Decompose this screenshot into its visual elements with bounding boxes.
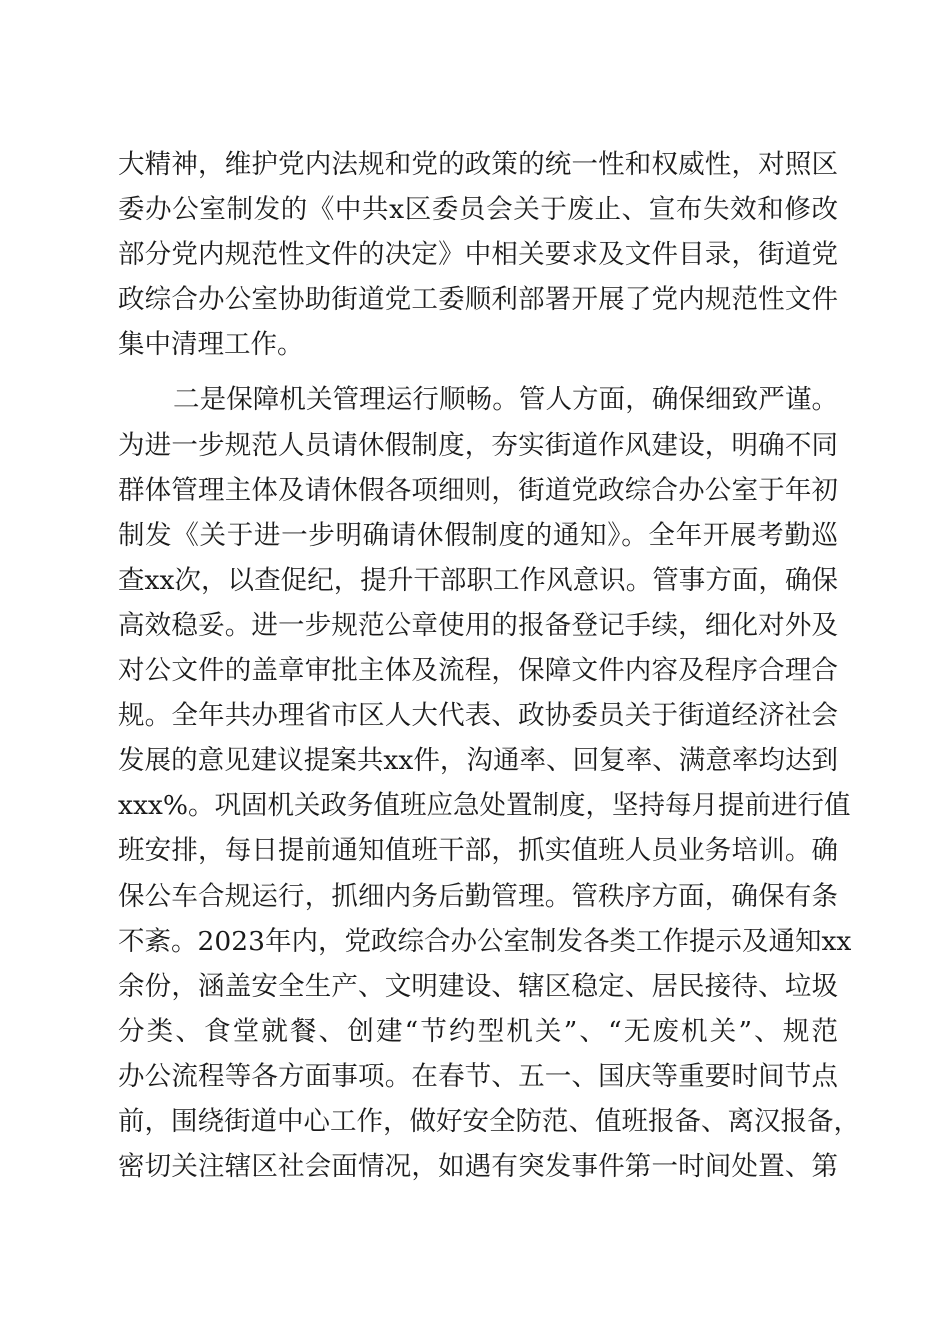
text-line: 集中清理工作。 xyxy=(118,329,304,361)
paragraph-gap xyxy=(118,367,838,377)
document-body xyxy=(118,142,860,1189)
text-line: 二是保障机关管理运行顺畅。管人方面，确保细致严谨。 xyxy=(173,384,838,416)
text-line: 办公流程等各方面事项。在春节、五一、国庆等重要时间节点 xyxy=(118,1060,838,1092)
text-line: xxx%。巩固机关政务值班应急处置制度，坚持每月提前进行值 xyxy=(118,790,851,822)
text-line: 发展的意见建议提案共xx件，沟通率、回复率、满意率均达到 xyxy=(118,745,838,777)
text-line: 密切关注辖区社会面情况，如遇有突发事件第一时间处置、第 xyxy=(118,1151,838,1183)
text-line: 班安排，每日提前通知值班干部，抓实值班人员业务培训。确 xyxy=(118,835,838,867)
text-line: 大精神，维护党内法规和党的政策的统一性和权威性，对照区 xyxy=(118,149,838,180)
text-line: 委办公室制发的《中共x区委员会关于废止、宣布失效和修改 xyxy=(118,194,838,226)
text-line: 前，围绕街道中心工作，做好安全防范、值班报备、离汉报备， xyxy=(118,1105,860,1137)
text-line: 部分党内规范性文件的决定》中相关要求及文件目录，街道党 xyxy=(118,239,838,271)
text-line: 查xx次，以查促纪，提升干部职工作风意识。管事方面，确保 xyxy=(118,564,838,596)
text-line: 制发《关于进一步明确请休假制度的通知》。全年开展考勤巡 xyxy=(118,519,838,551)
text-line: 规。全年共办理省市区人大代表、政协委员关于街道经济社会 xyxy=(118,700,838,732)
paragraph-1 xyxy=(118,142,838,367)
text-line: 高效稳妥。进一步规范公章使用的报备登记手续，细化对外及 xyxy=(118,609,838,641)
paragraph-2 xyxy=(118,377,860,1189)
text-line: 对公文件的盖章审批主体及流程，保障文件内容及程序合理合 xyxy=(118,655,838,687)
text-line: 政综合办公室协助街道党工委顺利部署开展了党内规范性文件 xyxy=(118,284,838,316)
text-line: 分类、食堂就餐、创建“节约型机关”、“无废机关”、规范 xyxy=(118,1015,838,1047)
text-line: 保公车合规运行，抓细内务后勤管理。管秩序方面，确保有条 xyxy=(118,880,838,912)
text-line: 余份，涵盖安全生产、文明建设、辖区稳定、居民接待、垃圾 xyxy=(118,970,838,1002)
text-line: 不紊。2023年内，党政综合办公室制发各类工作提示及通知xx xyxy=(118,925,852,957)
text-line: 为进一步规范人员请休假制度，夯实街道作风建设，明确不同 xyxy=(118,429,838,461)
text-line: 群体管理主体及请休假各项细则，街道党政综合办公室于年初 xyxy=(118,474,838,506)
